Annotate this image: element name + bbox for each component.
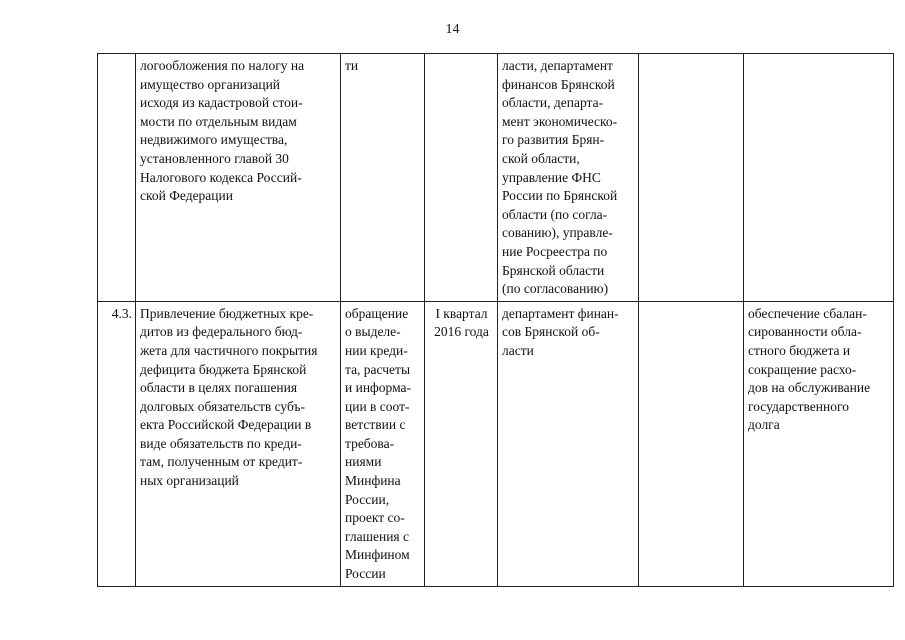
mechanism-cell: обращение о выделе- нии креди- та, расчеты и информа- ции в соот- ветствии с требова- ниями Минфина России, проект со- глашения с Минфином России — [341, 301, 425, 586]
responsible-cell: ласти, департамент финансов Брянской области, департа- мент экономическо- го развития Брян- ской области, управление ФНС России по Брянской области (по согла- сованию), управле- ние Росреестра по Брянской области (по согласованию) — [498, 54, 639, 302]
result-cell: обеспечение сбалан- сированности обла- стного бюджета и сокращение расхо- дов на обслуживание государственного долга — [744, 301, 894, 586]
table-row — [98, 301, 894, 586]
row-number: 4.3. — [98, 301, 136, 586]
table-row — [98, 54, 894, 302]
responsible-cell: департамент финан- сов Брянской об- ласти — [498, 301, 639, 586]
row-number — [98, 54, 136, 302]
empty-cell — [639, 301, 744, 586]
page-number: 14 — [445, 22, 460, 37]
deadline-cell — [425, 54, 498, 302]
result-cell — [744, 54, 894, 302]
empty-cell — [639, 54, 744, 302]
deadline-cell: I квартал 2016 года — [425, 301, 498, 586]
measures-table — [97, 53, 894, 587]
measure-cell: логообложения по налогу на имущество организаций исходя из кадастровой стои- мости по отдельным видам недвижимого имущества, установленного главой 30 Налогового кодекса Россий- ской Федерации — [136, 54, 341, 302]
measure-cell: Привлечение бюджетных кре- дитов из федерального бюд- жета для частичного покрытия дефицита бюджета Брянской области в целях погашения долговых обязательств субъ- екта Российской Федерации в виде обязательств по креди- там, полученным от кредит- ных организаций — [136, 301, 341, 586]
mechanism-cell: ти — [341, 54, 425, 302]
